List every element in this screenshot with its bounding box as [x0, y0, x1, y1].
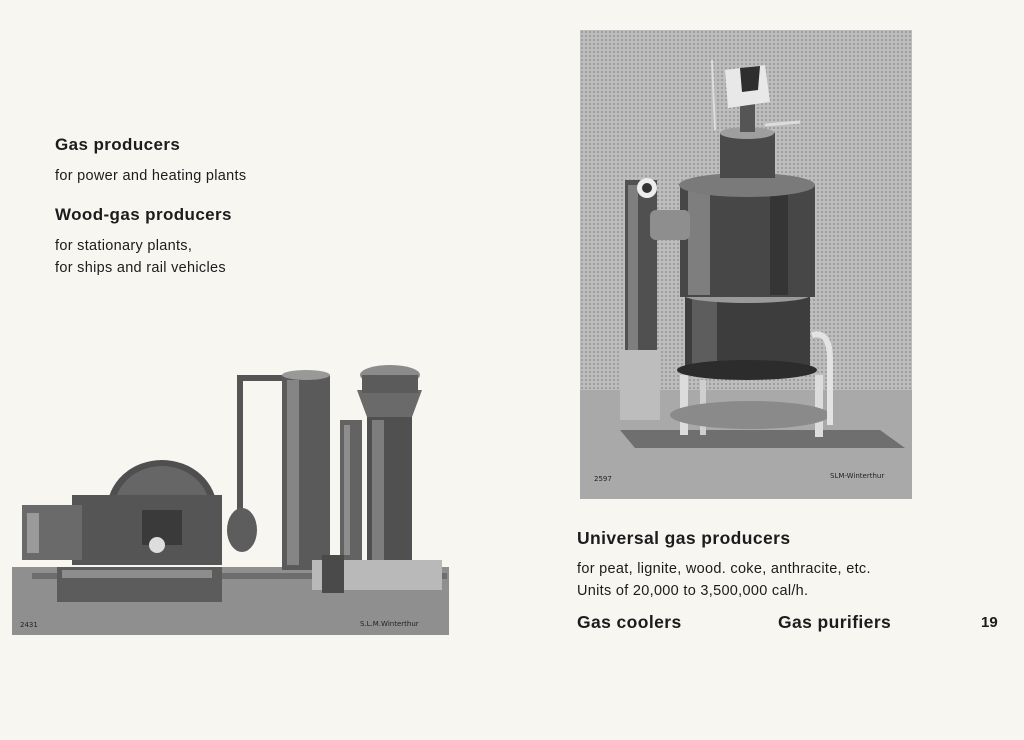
- wood-gas-line-1: for stationary plants,: [55, 238, 193, 254]
- universal-gas-producer-drawing: [580, 30, 912, 499]
- universal-gas-description: [577, 558, 871, 602]
- photo-number: 2597: [594, 475, 612, 483]
- heading-gas-purifiers: Gas purifiers: [778, 612, 892, 632]
- photo-number: 2431: [20, 621, 38, 629]
- gas-producers-description: [55, 165, 246, 187]
- page-number: 19: [981, 614, 998, 631]
- heading-gas-producers: Gas producers: [55, 135, 181, 154]
- photo-credit: S.L.M.Winterthur: [360, 620, 419, 628]
- gas-producers-line: for power and heating plants: [55, 168, 247, 184]
- universal-fuel-line: for peat, lignite, wood. coke, anthracite, etc.: [577, 561, 871, 577]
- wood-gas-plant-photo: [12, 355, 449, 635]
- wood-gas-plant-drawing: [12, 355, 449, 635]
- heading-wood-gas-producers: Wood-gas producers: [55, 205, 232, 224]
- wood-gas-line-2: for ships and rail vehicles: [55, 260, 226, 276]
- photo-credit: SLM-Winterthur: [830, 472, 885, 480]
- heading-gas-coolers: Gas coolers: [577, 612, 682, 632]
- wood-gas-description: [55, 235, 226, 279]
- universal-gas-producer-photo: [580, 30, 912, 499]
- universal-units-line: Units of 20,000 to 3,500,000 cal/h.: [577, 583, 809, 599]
- heading-universal-gas-producers: Universal gas producers: [577, 528, 791, 548]
